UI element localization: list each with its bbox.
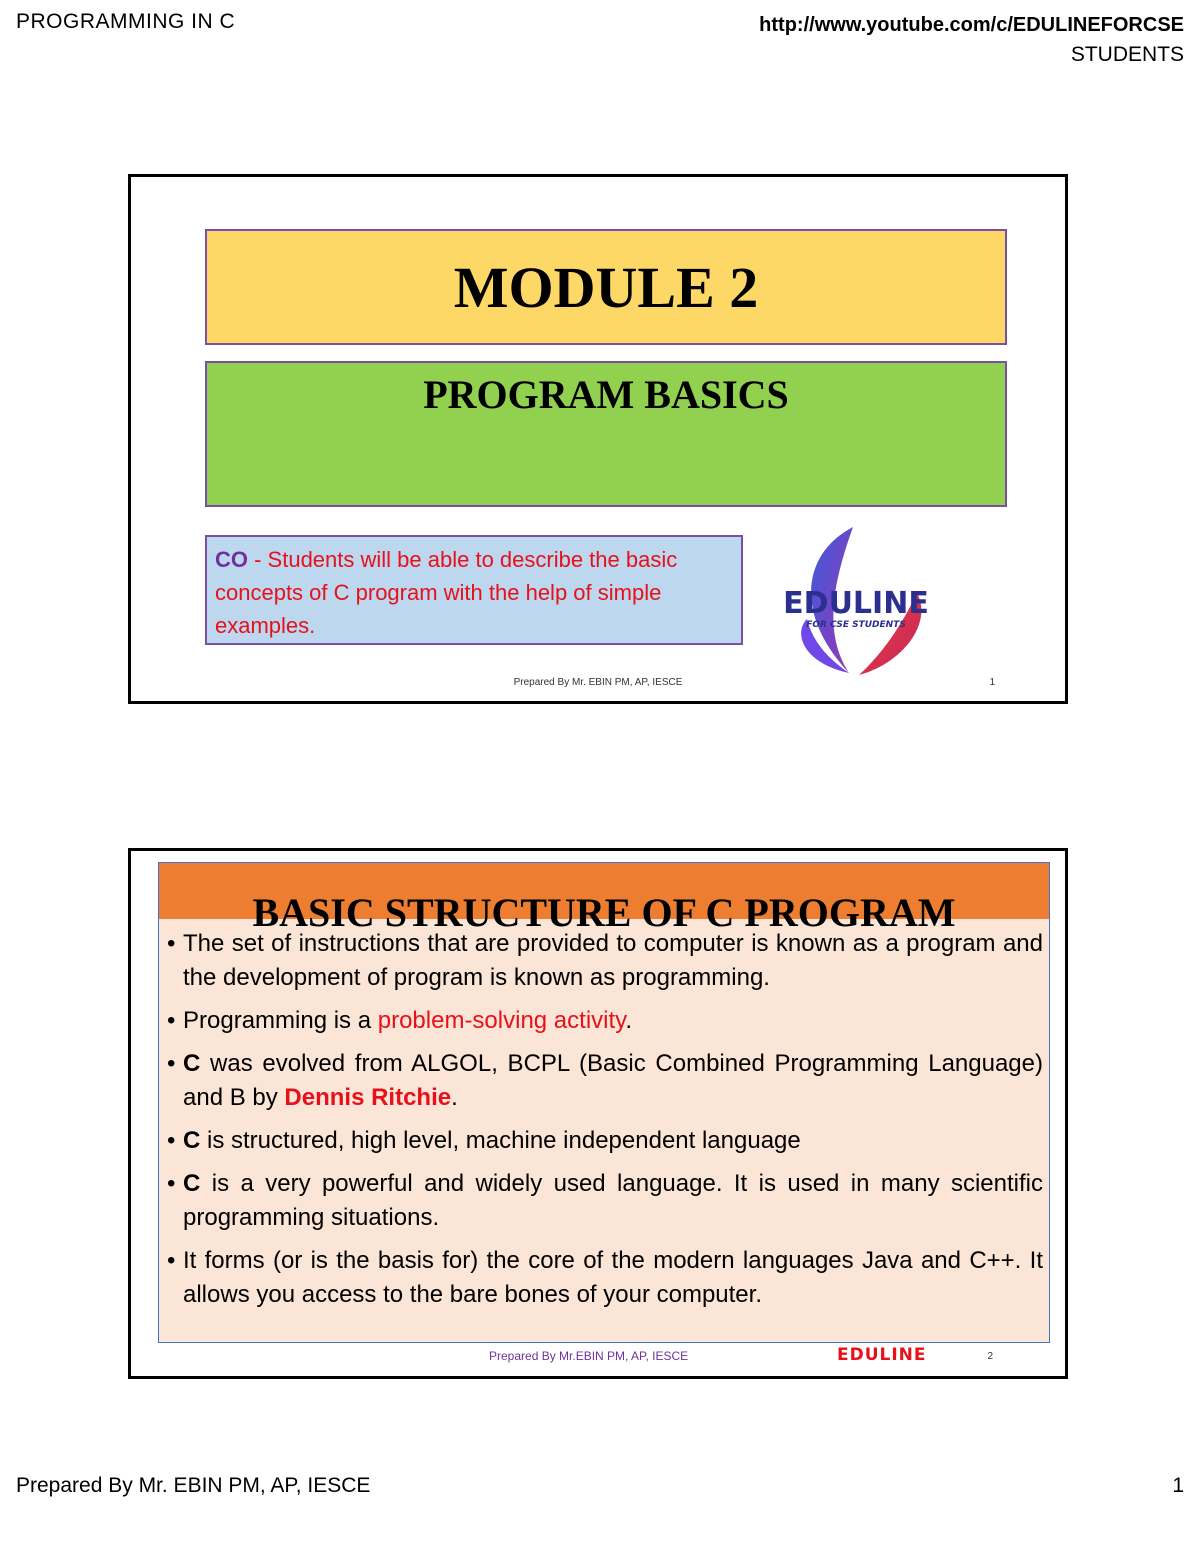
slide-1 bbox=[128, 174, 1068, 704]
bullet-item: • C is structured, high level, machine independent language bbox=[167, 1124, 1043, 1158]
page-footer-prepared: Prepared By Mr. EBIN PM, AP, IESCE bbox=[16, 1474, 371, 1497]
bullet-list bbox=[167, 927, 1043, 1321]
module-title-box bbox=[205, 229, 1007, 345]
slide-number: 1 bbox=[989, 677, 995, 688]
eduline-logo bbox=[763, 523, 949, 683]
course-outcome-box bbox=[205, 535, 743, 645]
title-bar bbox=[159, 863, 1049, 935]
bullet-item: • C was evolved from ALGOL, BCPL (Basic Combined Programming Language) and B by Dennis Ritchie. bbox=[167, 1047, 1043, 1115]
slide-number: 2 bbox=[987, 1351, 993, 1362]
co-label: CO bbox=[215, 547, 248, 572]
subtitle: PROGRAM BASICS bbox=[423, 372, 789, 417]
slide-2 bbox=[128, 848, 1068, 1379]
eduline-logo-small: EDULINE bbox=[837, 1345, 927, 1365]
bullet-item: • The set of instructions that are provided to computer is known as a program and the development of program is known as programming. bbox=[167, 927, 1043, 995]
slide-footer-prepared: Prepared By Mr. EBIN PM, AP, IESCE bbox=[513, 677, 683, 688]
logo-tagline: FOR CSE STUDENTS bbox=[806, 620, 906, 630]
co-text: - Students will be able to describe the basic concepts of C program with the help of simple examples. bbox=[215, 547, 678, 638]
subtitle-box bbox=[205, 361, 1007, 507]
bullet-item: • Programming is a problem-solving activity. bbox=[167, 1004, 1043, 1038]
slide-title: BASIC STRUCTURE OF C PROGRAM bbox=[252, 890, 956, 935]
running-header-url[interactable] bbox=[759, 10, 1184, 70]
page-number: 1 bbox=[1172, 1474, 1184, 1497]
logo-wordmark: EDULINE bbox=[783, 586, 929, 621]
running-header-title: PROGRAMMING IN C bbox=[16, 10, 236, 33]
channel-url-line2: STUDENTS bbox=[1070, 43, 1184, 66]
channel-url[interactable]: http://www.youtube.com/c/EDULINEFORCSE bbox=[759, 14, 1184, 36]
module-title: MODULE 2 bbox=[453, 254, 759, 320]
content-panel bbox=[158, 862, 1050, 1343]
slide-footer-prepared: Prepared By Mr.EBIN PM, AP, IESCE bbox=[489, 1349, 689, 1363]
bullet-item: • C is a very powerful and widely used language. It is used in many scientific programming situations. bbox=[167, 1167, 1043, 1235]
bullet-item: • It forms (or is the basis for) the core of the modern languages Java and C++. It allows you access to the bare bones of your computer. bbox=[167, 1244, 1043, 1312]
